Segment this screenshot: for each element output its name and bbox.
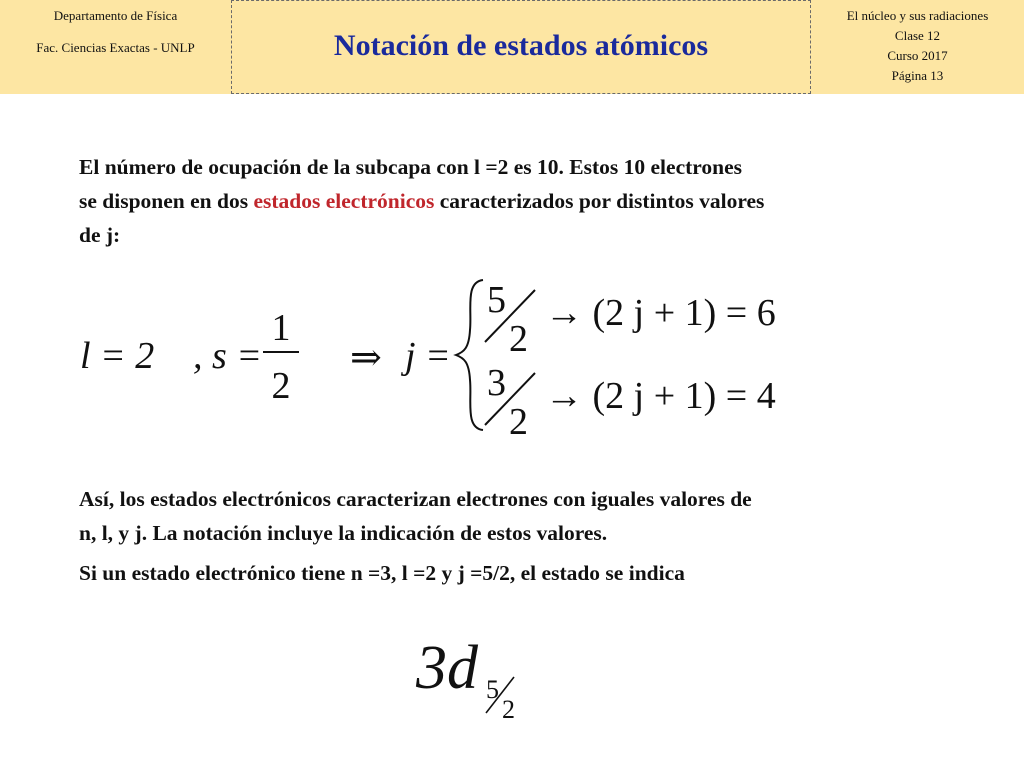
implies-symbol: ⇒ — [350, 337, 382, 379]
faculty-label: Fac. Ciencias Exactas - UNLP — [36, 40, 195, 55]
slide-title: Notación de estados atómicos — [333, 29, 709, 62]
body-line-3: Si un estado electrónico tiene n =3, l =2 y j =5/2, el estado se indica — [79, 561, 685, 585]
notation-main: 3d — [416, 634, 478, 702]
highlight-term: estados electrónicos — [253, 189, 435, 213]
case1-numerator: 5 — [487, 279, 506, 321]
notation-sub-numerator: 5 — [486, 675, 499, 704]
intro-line-3: de j: — [79, 223, 121, 247]
department-label: Departamento de Física — [53, 8, 178, 23]
intro-line-2-start: se disponen en dos — [79, 189, 254, 213]
class-label: Clase 12 — [894, 28, 941, 43]
j-equals: j = — [405, 335, 451, 377]
case1-denominator: 2 — [509, 318, 528, 360]
page-label: Página 13 — [891, 68, 944, 83]
notation-sub-denominator: 2 — [502, 695, 515, 724]
year-label: Curso 2017 — [887, 48, 948, 63]
l-equation: l = 2 — [80, 335, 155, 377]
s-numerator: 1 — [271, 307, 291, 349]
intro-line-2-end: caracterizados por distintos valores — [434, 189, 765, 213]
s-denominator: 2 — [271, 365, 291, 407]
intro-line-1: El número de ocupación de la subcapa con l =2 es 10. Estos 10 electrones — [79, 155, 743, 179]
s-equation-prefix: , s = — [193, 335, 262, 377]
body-line-2: n, l, y j. La notación incluye la indicación de estos valores. — [79, 521, 608, 545]
case2-expression: → (2 j + 1) = 4 — [545, 375, 776, 417]
body-line-1: Así, los estados electrónicos caracterizan electrones con iguales valores de — [79, 487, 752, 511]
case2-denominator: 2 — [509, 401, 528, 443]
case2-numerator: 3 — [487, 362, 506, 404]
course-name-label: El núcleo y sus radiaciones — [846, 8, 989, 23]
case1-expression: → (2 j + 1) = 6 — [545, 292, 776, 334]
